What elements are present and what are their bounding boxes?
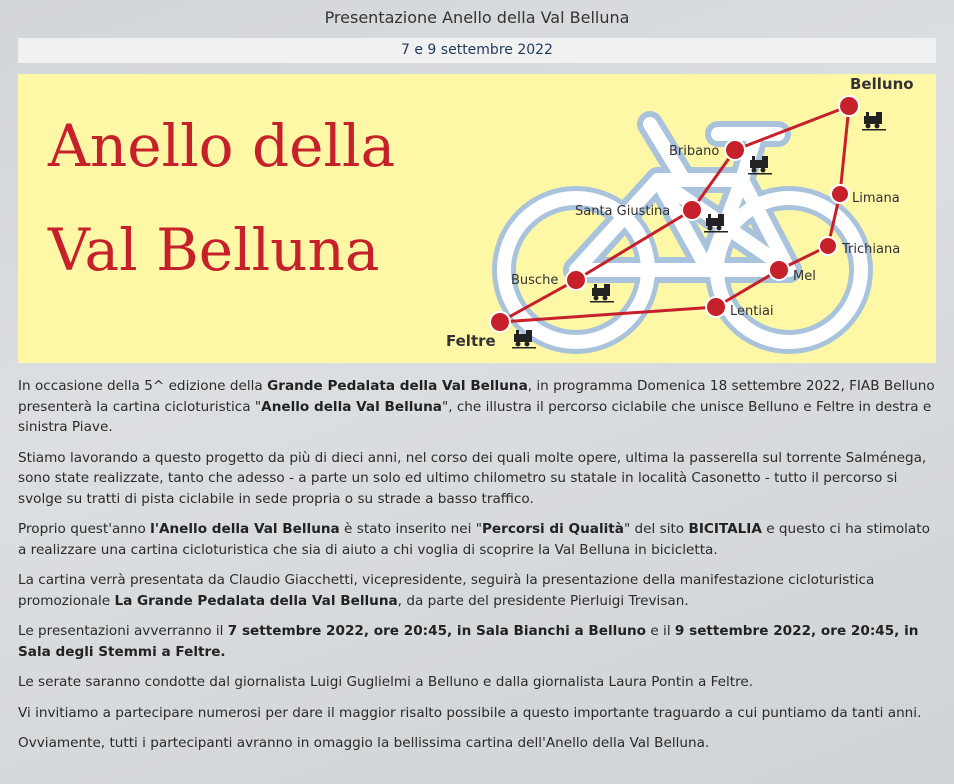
stop-busche-marker — [566, 270, 586, 290]
stop-santa-giustina-label: Santa Giustina — [575, 204, 671, 219]
stop-bribano-marker — [725, 140, 745, 160]
stop-trichiana-label: Trichiana — [842, 242, 901, 257]
paragraph: In occasione della 5^ edizione della Grande Pedalata della Val Belluna, in programma Domenica 18 settembre 2022, FIAB Belluno presenterà la cartina cicloturistica "Anello della Val Belluna", che illustra il percorso ciclabile che unisce Belluno e Feltre in destra e sinistra Piave. — [18, 378, 935, 435]
stop-limana-label: Limana — [852, 191, 900, 206]
stop-bribano-label: Bribano — [669, 144, 720, 159]
stop-trichiana-marker — [819, 237, 837, 255]
stop-belluno-marker — [839, 96, 859, 116]
train-icon — [590, 284, 614, 303]
article-body — [18, 376, 936, 764]
page-title: Presentazione Anello della Val Belluna — [324, 8, 630, 27]
stop-mel-marker — [769, 260, 789, 280]
train-icon — [862, 112, 886, 131]
paragraph: Vi invitiamo a partecipare numerosi per dare il maggior risalto possibile a questo importante traguardo a cui puntiamo da tanti anni. — [18, 704, 922, 721]
route-map — [18, 74, 936, 363]
banner-title-line2: Val Belluna — [48, 216, 380, 284]
stop-busche-label: Busche — [511, 273, 559, 288]
banner-image — [18, 74, 936, 363]
paragraph: Le presentazioni avverranno il 7 settembre 2022, ore 20:45, in Sala Bianchi a Belluno e il 9 settembre 2022, ore 20:45, in Sala degli Stemmi a Feltre. — [18, 623, 919, 660]
paragraph: Proprio quest'anno l'Anello della Val Belluna è stato inserito nei "Percorsi di Qualità" del sito BICITALIA e questo ci ha stimolato a realizzare una cartina cicloturistica che sia di aiuto a chi voglia di scoprire la Val Belluna in bicicletta. — [18, 521, 930, 558]
stop-lentiai-marker — [706, 297, 726, 317]
stop-belluno-label: Belluno — [850, 75, 914, 93]
stop-feltre-label: Feltre — [446, 332, 496, 350]
paragraph: Ovviamente, tutti i partecipanti avranno in omaggio la bellissima cartina dell'Anello della Val Belluna. — [18, 735, 710, 751]
paragraph: Stiamo lavorando a questo progetto da più di dieci anni, nel corso dei quali molte opere, ultima la passerella sul torrente Salménega, sono state realizzate, tanto che adesso - a parte un solo ed ultimo chilometro su statale in località Casonetto - tutto il percorso si svolge su tratti di pista ciclabile in sede propria o su strade a basso traffico. — [18, 449, 927, 507]
paragraph: La cartina verrà presentata da Claudio Giacchetti, vicepresidente, seguirà la presentazione della manifestazione cicloturistica promozionale La Grande Pedalata della Val Belluna, da parte del presidente Pierluigi Trevisan. — [18, 572, 875, 609]
stop-santa-giustina-marker — [682, 200, 702, 220]
stop-mel-label: Mel — [793, 269, 816, 284]
stop-feltre-marker — [490, 312, 510, 332]
paragraph: Le serate saranno condotte dal giornalista Luigi Guglielmi a Belluno e dalla giornalista Laura Pontin a Feltre. — [18, 674, 754, 690]
stop-lentiai-label: Lentiai — [730, 304, 774, 319]
stop-limana-marker — [831, 185, 849, 203]
event-date: 7 e 9 settembre 2022 — [18, 38, 936, 63]
banner-title-line1: Anello della — [48, 112, 396, 180]
